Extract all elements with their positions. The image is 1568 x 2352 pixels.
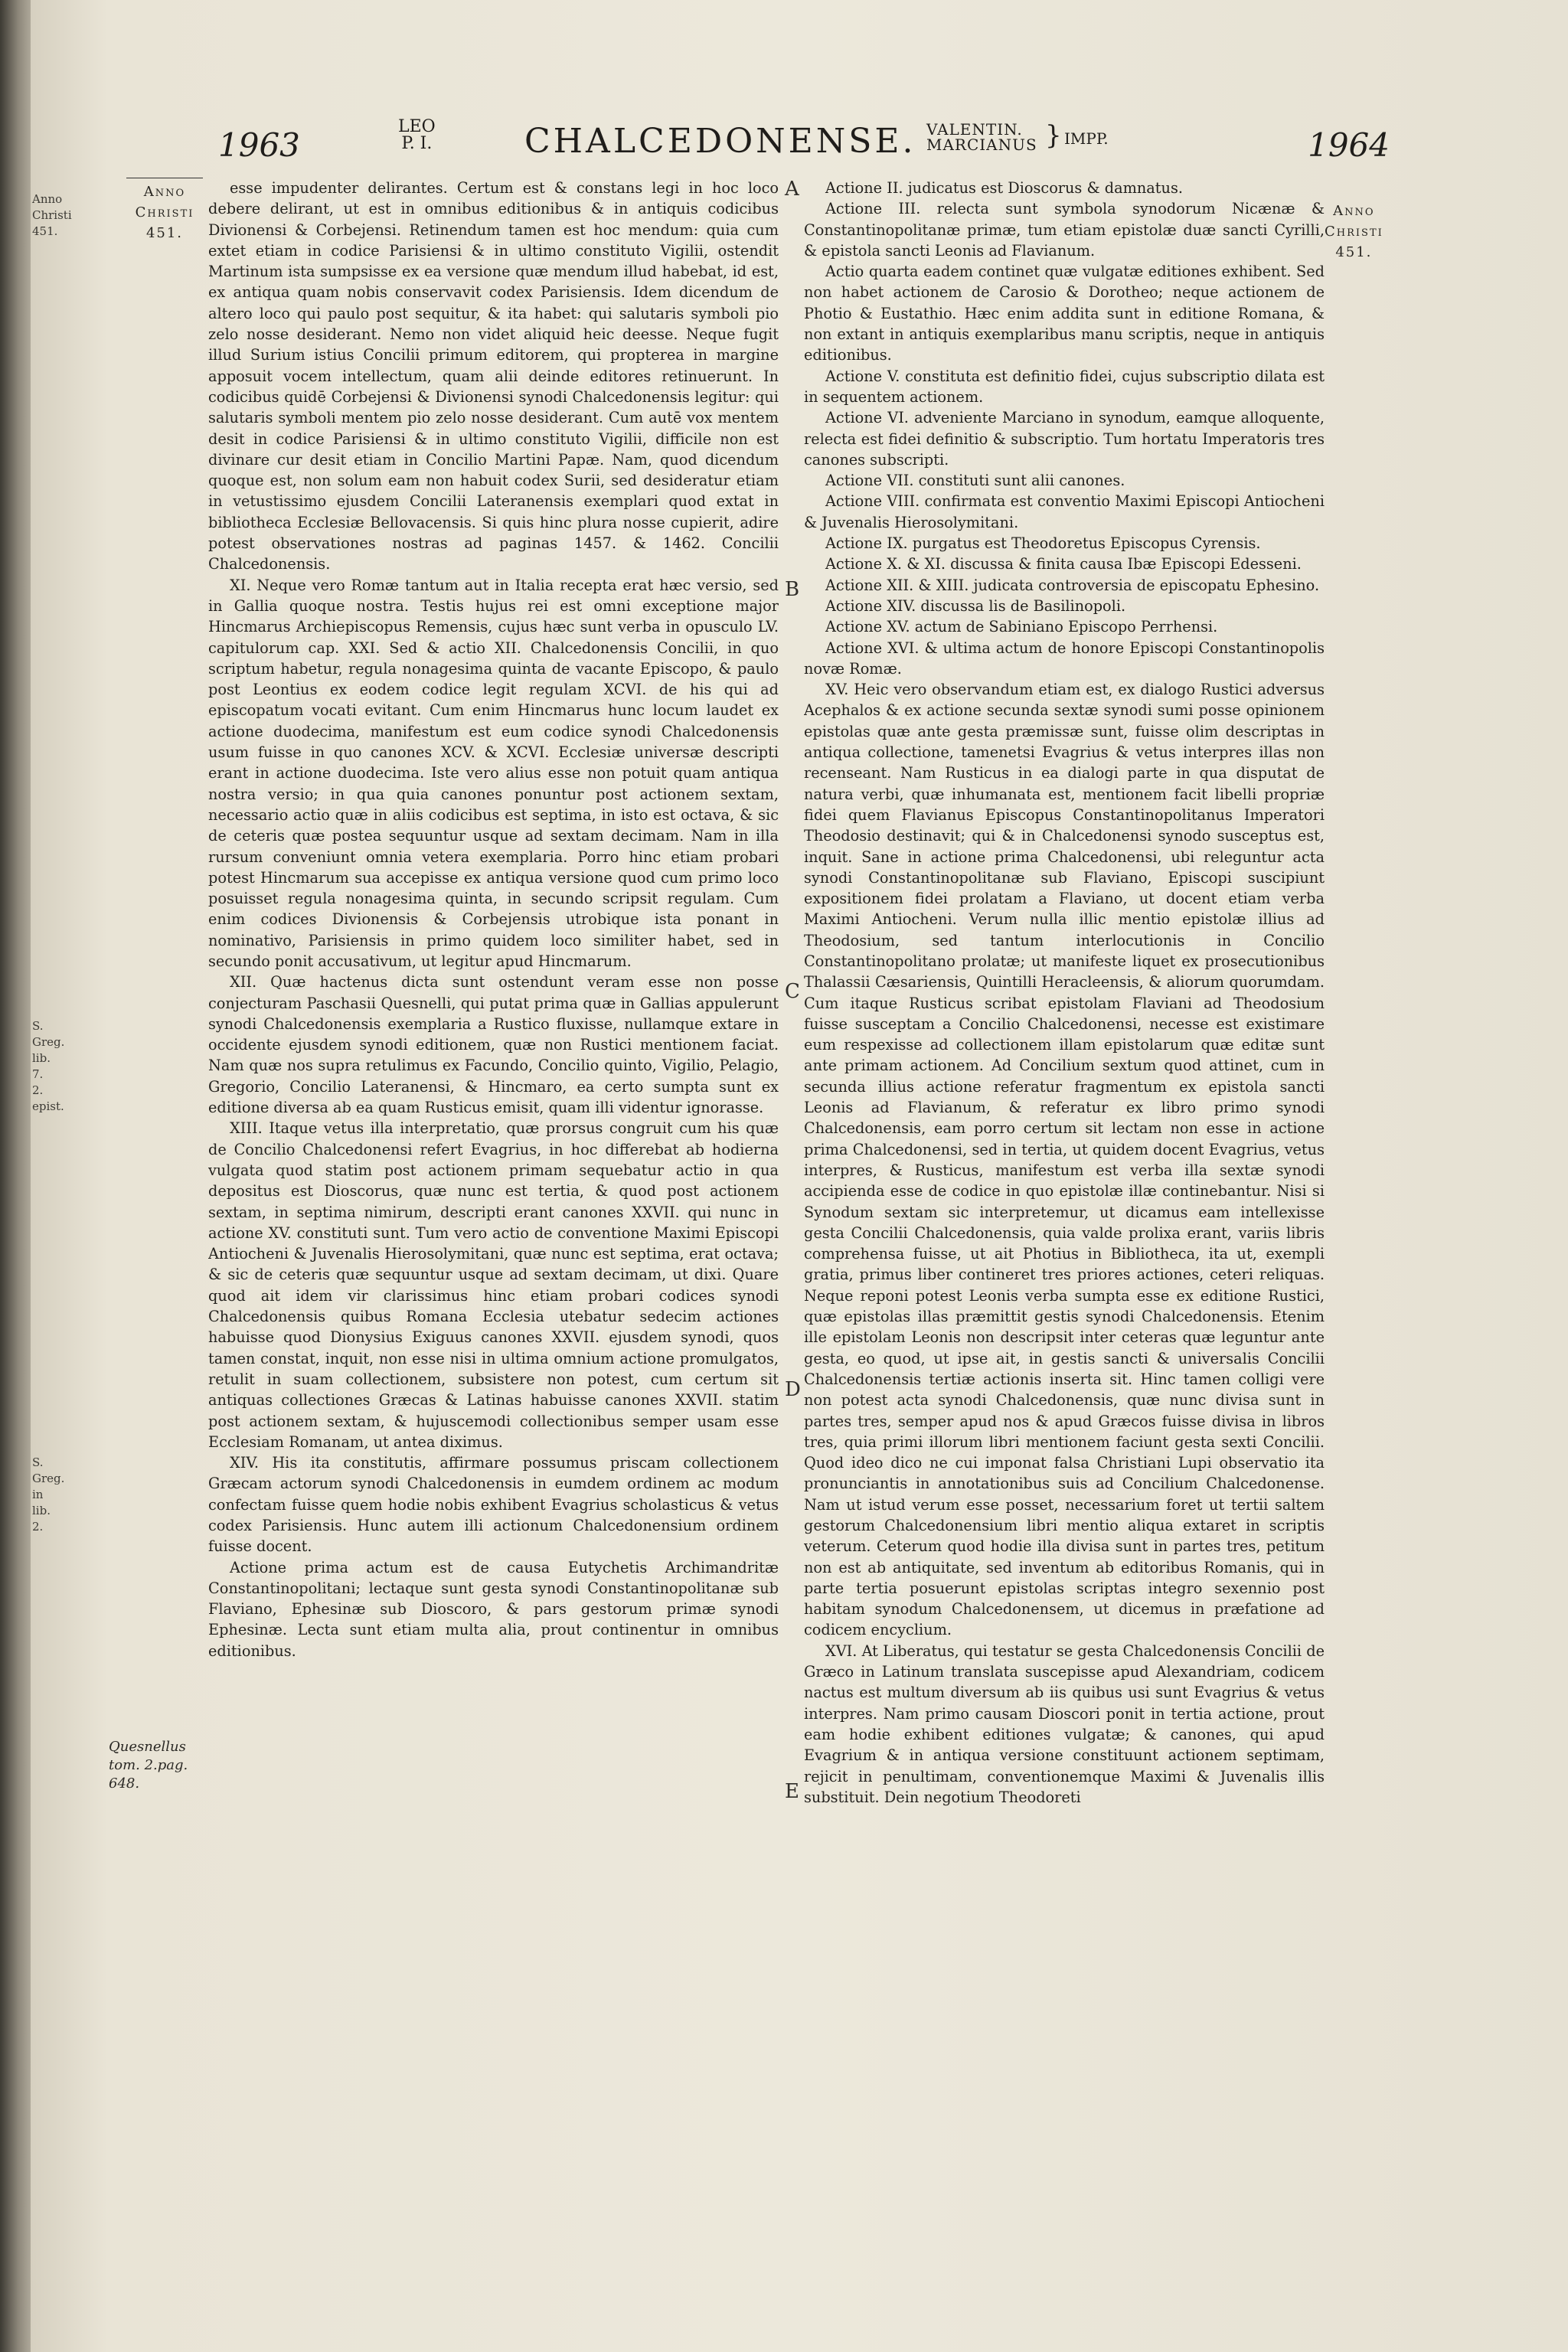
paragraph: Actione VI. adveniente Marciano in synodum, eamque alloquente, relecta est fidei definitio & subscriptio. Tum hortatu Imperatoris tres canones subscripti. xyxy=(804,409,1325,469)
impp-label: IMPP. xyxy=(1064,129,1109,148)
paragraph: XI. Neque vero Romæ tantum aut in Italia recepta erat hæc versio, sed in Gallia quoque nostra. Testis hujus rei est omni exceptione major Hincmarus Archiepiscopus Remensis, cujus hæc sunt verba in opusculo LV. capitulorum cap. XXI. Sed & actio XII. Chalcedonensis Concilii, in quo scriptum habetur, regula nonagesima quinta de vacante Episcopo, & paulo post Leontius ex eodem codice legit regulam XCVI. de his qui ad episcopatum vocati evitant. Cum enim Hincmarus hunc locum laudet ex actione duodecima, manifestum est eum codice synodi Chalcedonensis usum fuisse in quo canones XCV. & XCVI. Ecclesiæ universæ descripti erant in actione duodecima. Iste vero alius esse non potuit quam antiqua nostra versio; in qua quia canones ponuntur post actionem sextam, necessario actio quæ in aliis codicibus est septima, in isto est octava, & sic de ceteris quæ postea sequuntur usque ad sextam decimam. Nam in illa rursum conveniunt omnia vetera exemplaria. Porro hinc etiam probari potest Hincmarum sua accepisse ex antiqua versione quod cum primo loco posuisset regula nonagesima quinta, in secundo scripsit regulam. Cum enim codices Divionensis & Corbejensis utrobique ista ponant in nominativo, Parisiensis in primo quidem loco similiter habet, sed in secundo ponit accusativum, ut legitur apud Hincmarum. xyxy=(208,576,779,970)
section-letter-b: B xyxy=(785,578,800,601)
paragraph: Actione XII. & XIII. judicata controversia de episcopatu Ephesino. xyxy=(825,576,1320,594)
anno-year: 451. xyxy=(1335,244,1373,260)
pope-label xyxy=(398,119,436,152)
paragraph: XIV. His ita constitutis, affirmare possumus priscam collectionem Græcam actorum synodi Chalcedonensis in eumdem ordinem ac modum confectam fuisse quem hodie nobis exhibent Evagrius scholasticus & vetus codex Parisiensis. Hunc autem illi actionum Chalcedonensium ordinem fuisse docent. xyxy=(208,1454,779,1556)
anno-label: Anno xyxy=(1333,203,1375,219)
anno-label: Anno xyxy=(143,184,186,200)
paragraph: XV. Heic vero observandum etiam est, ex dialogo Rustici adversus Acephalos & ex actione secunda sextæ synodi sumi posse opinionem epistolas quæ ante gesta præmissæ sunt, fuisse olim descriptas in antiqua collectione, tamenetsi Evagrius & vetus interpres illas non recenseant. Nam Rusticus in ea dialogi parte in qua disputat de natura verbi, quæ inhumanata est, mentionem facit libelli propriæ fidei quem Flavianus Episcopus Constantinopolitanus Imperatori Theodosio destinavit; qui & in Chalcedonensi synodo susceptus est, inquit. Sane in actione prima Chalcedonensi, ubi releguntur acta synodi Constantinopolitanæ sub Flaviano, Episcopi suscipiunt expositionem fidei prolatam a Flaviano, ut docent etiam verba Maximi Antiocheni. Verum nulla illic mentio epistolæ illius ad Theodosium, sed tantum interlocutionis in Concilio Constantinopolitano prolatæ; ut manifeste liquet ex prosecutionibus Thalassii Cæsariensis, Quintilli Heracleensis, & aliorum quorumdam. Cum itaque Rusticus scribat epistolam Flaviani ad Theodosium fuisse susceptam a Concilio Chalcedonensi, necesse est existimare eum respexisse ad collectionem illam epistolarum quæ editæ sunt ante primam actionem. Ad Concilium sextum quod attinet, cum in secunda illius actione referatur fragmentum ex epistola sancti Leonis ad Flavianum, & referatur ex libro primo synodi Chalcedonensis, eam porro certum sit lectam non esse in actione prima Chalcedonensi, sed in tertia, ut quidem docent Evagrius, vetus interpres, & Rusticus, manifestum est verba illa sextæ synodi accipienda esse de codice in quo epistolæ illæ continebantur. Nisi si Synodum sextam sic interpretemur, ut dicamus eam intellexisse gesta Concilii Chalcedonensis, quia valde prolixa erant, variis libris comprehensa fuisse, ut ait Photius in Bibliotheca, ita ut, exempli gratia, primus liber contineret tres priores actiones, ceteri reliquas. Neque reponi potest Leonis verba sumpta esse ex editione Rustici, quæ epistolas illas præmittit gestis synodi Chalcedonensis. Etenim ille epistolam Leonis non descripsit inter ceteras quæ leguntur ante gesta, eo quod, ut ipse ait, in gestis sancti & universalis Concilii Chalcedonensis tertiæ actionis inserta sit. Hinc tamen colligi vere non potest acta synodi Chalcedonensis, quæ nunc divisa sunt in partes tres, semper apud nos & apud Græcos fuisse divisa in libros tres, quia primi illorum libri mentionem faciunt gesta sexti Concilii. Quod ideo dico ne cui imponat falsa Christiani Lupi observatio ita pronunciantis in annotationibus suis ad Concilium Chalcedonense. Nam ut istud verum esse posset, necessarium foret ut tertii saltem gestorum Chalcedonensium libri mentio aliqua extaret in scriptis veterum. Ceterum quod hodie illa divisa sunt in partes tres, petitum non est ab antiquitate, sed inventum ab editoribus Romanis, qui in parte tertia posuerunt epistolas scriptas integro sexennio post habitam synodum Chalcedonensem, ut dicemus in præfatione ad codicem encyclium. xyxy=(804,681,1325,1639)
margin-note-quesnellus: Quesnellus tom. 2.pag. 648. xyxy=(109,1739,188,1792)
emperor-marcian: MARCIANUS xyxy=(926,136,1037,154)
section-letter-d: D xyxy=(785,1378,801,1401)
paragraph: XII. Quæ hactenus dicta sunt ostendunt veram esse non posse conjecturam Paschasii Quesnelli, qui putat prima quæ in Gallias appulerunt synodi Chalcedonensis exemplaria a Rustico fluxisse, nullamque extare in occidente ejusdem synodi editionem, quæ non Rustici mentionem faciat. Nam quæ nos supra retulimus ex Facundo, Concilio quinto, Vigilio, Pelagio, Gregorio, Concilio Lateranensi, & Hincmaro, ea certo sumpta sunt ex editione diversa ab ea quam Rusticus emisit, quam illi videntur ignorasse. xyxy=(208,973,779,1117)
paragraph: Actione XV. actum de Sabiniano Episcopo Perrhensi. xyxy=(825,618,1218,636)
brace-icon: } xyxy=(1045,120,1062,151)
paragraph: Actione IX. purgatus est Theodoretus Episcopus Cyrensis. xyxy=(825,534,1261,553)
page-number-right: 1964 xyxy=(1308,126,1390,164)
christi-label: Christi xyxy=(1325,224,1383,240)
paragraph: Actione XVI. & ultima actum de honore Episcopi Constantinopolis novæ Romæ. xyxy=(804,639,1325,678)
page-title: CHALCEDONENSE. xyxy=(524,122,916,161)
paragraph: Actione VII. constituti sunt alii canones. xyxy=(825,472,1125,490)
anno-year: 451. xyxy=(145,225,184,241)
prev-margin-note-1: S. Greg. lib. 7. 2. epist. xyxy=(32,1019,65,1113)
paragraph: Actione prima actum est de causa Eutychetis Archimandritæ Constantinopolitani; lectaque sunt gesta synodi Constantinopolitanæ sub Flaviano, Ephesinæ sub Dioscoro, & pars gestorum primæ synodi Ephesinæ. Lecta sunt etiam multa alia, prout continentur in omnibus editionibus. xyxy=(208,1558,779,1660)
book-page xyxy=(31,0,1568,2352)
page-number-left: 1963 xyxy=(218,126,300,164)
leo-label: LEO xyxy=(398,117,436,136)
paragraph: XIII. Itaque vetus illa interpretatio, quæ prorsus congruit cum his quæ de Concilio Chalcedonensi refert Evagrius, in hoc differebat ab hodierna vulgata quod statim post actionem primam sequebatur actio in qua depositus est Dioscorus, quæ nunc est tertia, & quod post actionem sextam, in septima nimirum, descripti erant canones XXVII. qui nunc in actione XV. constituti sunt. Tum vero actio de conventione Maximi Episcopi Antiocheni & Juvenalis Hierosolymitani, quæ nunc est septima, erat octava; & sic de ceteris quæ sequuntur usque ad sextam decimam, ut dixi. Quare quod ait idem vir clarissimus hinc etiam probari codices synodi Chalcedonensis quibus Romana Ecclesia utebatur sedecim actiones habuisse quod Dionysius Exiguus canones XXVII. ejusdem synodi, quos tamen constat, inquit, non esse nisi in ultima omnium actione promulgatos, retulit in suam collectionem, subsistere non potest, cum certum sit antiquas collectiones Græcas & Latinas habuisse canones XXVII. statim post actionem sextam, & hujuscemodi collectionibus semper usam esse Ecclesiam Romanam, ut antea diximus. xyxy=(208,1119,779,1451)
left-column xyxy=(208,178,779,2214)
paragraph: Actione III. relecta sunt symbola synodorum Nicænæ & Constantinopolitanæ primæ, tum etiam epistolæ duæ sancti Cyrilli, & epistola sancti Leonis ad Flavianum. xyxy=(804,200,1325,260)
pope-number: P. I. xyxy=(401,134,433,153)
emperor-valentinian: VALENTIN. xyxy=(926,120,1023,139)
anno-christi-right xyxy=(1325,201,1383,263)
prev-margin-note-2: S. Greg. in lib. 2. xyxy=(32,1455,65,1534)
anno-christi-left xyxy=(126,178,203,243)
paragraph: Actione II. judicatus est Dioscorus & damnatus. xyxy=(825,179,1183,197)
section-letter-c: C xyxy=(785,980,800,1003)
christi-label: Christi xyxy=(135,204,194,220)
paragraph: Actione X. & XI. discussa & finita causa Ibæ Episcopi Edesseni. xyxy=(825,555,1302,573)
running-head xyxy=(203,117,1390,172)
right-column xyxy=(804,178,1325,2214)
section-letter-a: A xyxy=(785,178,799,201)
prev-margin-anno: Anno Christi 451. xyxy=(32,192,72,238)
paragraph: Actione V. constituta est definitio fidei, cujus subscriptio dilata est in sequentem actionem. xyxy=(804,367,1325,406)
paragraph: Actione VIII. confirmata est conventio Maximi Episcopi Antiocheni & Juvenalis Hierosolymitani. xyxy=(804,492,1325,531)
paragraph: Actione XIV. discussa lis de Basilinopoli. xyxy=(825,596,1126,615)
emperor-names xyxy=(926,122,1037,152)
paragraph: XVI. At Liberatus, qui testatur se gesta Chalcedonensis Concilii de Græco in Latinum translata suscepisse apud Alexandriam, codicem nactus est multum diversum ab iis quibus usi sunt Evagrius & vetus interpres. Nam primo causam Dioscori ponit in tertia actione, prout eam hodie exhibent editiones vulgatæ; & canones, qui apud Evagrium & in antiqua versione constituunt actionem septimam, rejicit in penultimam, conventionemque Maximi & Juvenalis illis substituit. Dein negotium Theodoreti xyxy=(804,1642,1325,1806)
paragraph: Actio quarta eadem continet quæ vulgatæ editiones exhibent. Sed non habet actionem de Carosio & Dorotheo; neque actionem de Photio & Eustathio. Hæc enim addita sunt in editione Romana, & non extant in antiquis exemplaribus manu scriptis, neque in antiquis editionibus. xyxy=(804,263,1325,364)
section-letter-e: E xyxy=(785,1780,799,1803)
paragraph: esse impudenter delirantes. Certum est & constans legi in hoc loco debere delirant, ut est in omnibus editionibus & in antiquis codicibus Divionensi & Corbejensi. Retinendum tamen est hoc mendum: quia cum extet etiam in codice Parisiensi & in ultimo constituto Vigilii, ostendit Martinum ista sumpsisse ex ea versione quæ mendum illud habebat, id est, ex antiqua quam nobis conservavit codex Parisiensis. Idem dicendum de altero loco qui paulo post sequitur, & ita habet: qui salutaris symboli pio zelo nosse desiderant. Nemo non videt aliquid heic deesse. Neque fugit illud Surium istius Concilii primum editorem, qui propterea in margine apposuit vocem intellectum, quam alii deinde editores retinuerunt. In codicibus quidē Corbejensi & Divionensi synodi Chalcedonensis legitur: qui salutaris symboli mentem pio zelo nosse desiderant. Cum autē vox mentem desit in codice Parisiensi & in ultimo constituto Vigilii, difficile non est divinare cur desit etiam in Concilio Martini Papæ. Nam, quod dicendum quoque est, non solum eam non habuit codex Surii, sed desideratur etiam in vetustissimo ejusdem Concilii Lateranensis exemplari quod extat in bibliotheca Ecclesiæ Bellovacensis. Si quis hinc plura nosse cupierit, adire potest observationes nostras ad paginas 1457. & 1462. Concilii Chalcedonensis. xyxy=(208,179,779,573)
